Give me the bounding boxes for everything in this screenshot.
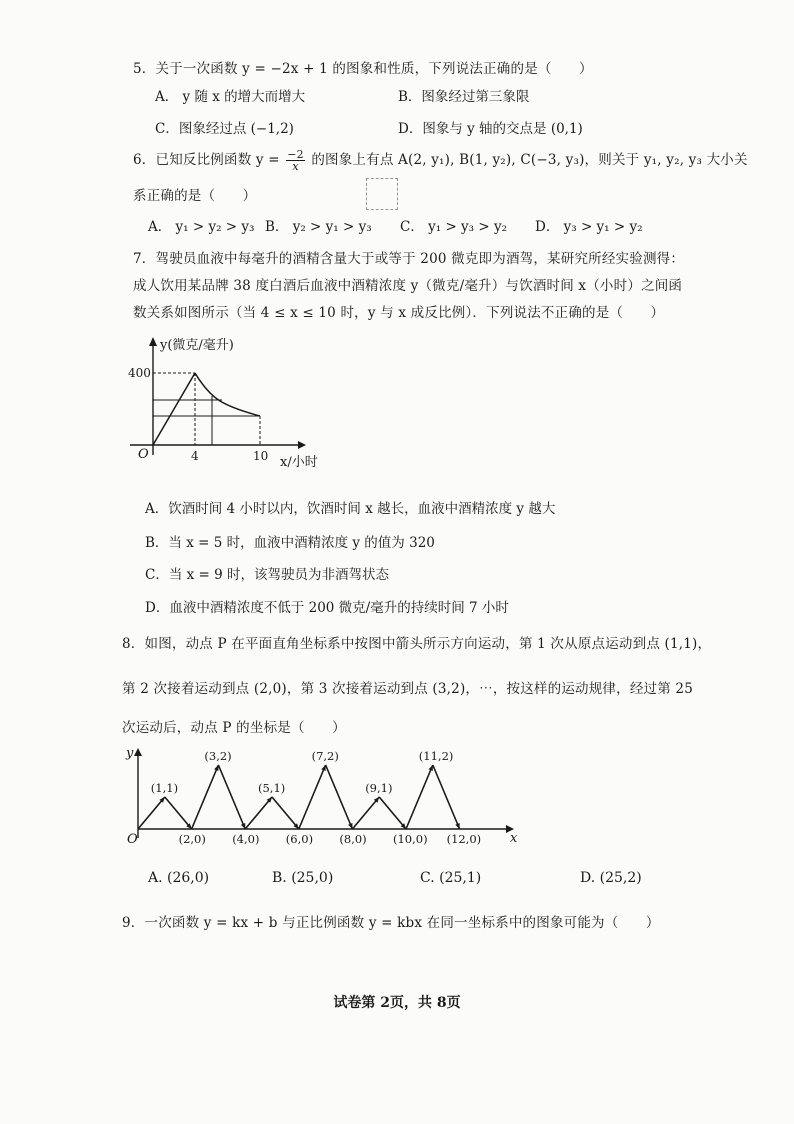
q8-base-label: (8,0) bbox=[339, 832, 367, 846]
q7-graph bbox=[120, 330, 350, 475]
q8-option-c[interactable]: C. (25,1) bbox=[420, 870, 482, 886]
q6-fraction bbox=[286, 149, 305, 172]
q8-move-segment bbox=[165, 797, 192, 829]
q8-peak-label: (5,1) bbox=[258, 781, 286, 795]
q8-line3: 次运动后，动点 P 的坐标是（ ） bbox=[122, 720, 346, 736]
q5-option-c[interactable]: C．图象经过点 (−1,2) bbox=[155, 121, 294, 137]
q8-base-label: (10,0) bbox=[393, 832, 428, 846]
q7-option-d[interactable]: D．血液中酒精浓度不低于 200 微克/毫升的持续时间 7 小时 bbox=[145, 600, 509, 616]
q6-option-d[interactable]: D． y₃ > y₁ > y₂ bbox=[535, 219, 643, 235]
q7-inverse-curve bbox=[195, 373, 260, 416]
q8-move-segment bbox=[192, 765, 219, 829]
q8-base-label: (12,0) bbox=[446, 832, 482, 846]
q8-option-d[interactable]: D. (25,2) bbox=[580, 870, 642, 886]
q5-option-b[interactable]: B．图象经过第三象限 bbox=[398, 89, 530, 105]
q6-stem-line2: 系正确的是（ ） bbox=[133, 188, 257, 204]
q8-base-label: (2,0) bbox=[178, 832, 206, 846]
q7-line3: 数关系如图所示（当 4 ≤ x ≤ 10 时，y 与 x 成反比例）．下列说法不正确的是（ ） bbox=[133, 305, 665, 321]
q8-base-label: (4,0) bbox=[232, 832, 260, 846]
q8-move-segment bbox=[218, 765, 245, 829]
q7-line2: 成人饮用某品牌 38 度白酒后血液中酒精浓度 y（微克/毫升）与饮酒时间 x（小时）之间函 bbox=[133, 278, 683, 294]
q6-option-b[interactable]: B． y₂ > y₁ > y₃ bbox=[265, 219, 372, 235]
q5-option-d[interactable]: D．图象与 y 轴的交点是 (0,1) bbox=[398, 121, 583, 137]
q7-rise-segment bbox=[153, 373, 195, 445]
q8-peak-label: (1,1) bbox=[150, 781, 179, 795]
q8-move-segment bbox=[326, 765, 353, 829]
q6-stem-post: 的图象上有点 A(2, y₁), B(1, y₂), C(−3, y₃)，则关于 y₁, y₂, y₃ 大小关 bbox=[311, 152, 748, 168]
q8-line1: 8．如图，动点 P 在平面直角坐标系中按图中箭头所示方向运动，第 1 次从原点运动到点 (1,1)， bbox=[122, 636, 712, 652]
q8-move-segment bbox=[379, 797, 406, 829]
q8-peak-label: (7,2) bbox=[311, 749, 339, 763]
q8-y-arrow bbox=[134, 748, 142, 756]
q6-frac-den: x bbox=[292, 160, 299, 173]
q8-line2: 第 2 次接着运动到点 (2,0)，第 3 次接着运动到点 (3,2)，⋯，按这样的运动规律，经过第 25 bbox=[122, 681, 694, 697]
q8-origin: O bbox=[127, 832, 138, 847]
q8-base-label: (6,0) bbox=[285, 832, 314, 846]
q9-stem: 9．一次函数 y = kx + b 与正比例函数 y = kbx 在同一坐标系中的图象可能为（ ） bbox=[122, 915, 660, 931]
q6-stem-pre: 6．已知反比例函数 y = bbox=[133, 152, 280, 168]
q8-peak-labels bbox=[151, 749, 454, 795]
q7-line1: 7．驾驶员血液中每毫升的酒精含量大于或等于 200 微克即为酒驾，某研究所经实验测得： bbox=[133, 251, 685, 267]
q5-stem: 5．关于一次函数 y = −2x + 1 的图象和性质，下列说法正确的是（ ） bbox=[133, 61, 593, 77]
q8-zigzag-path bbox=[138, 765, 460, 829]
q6-option-a[interactable]: A． y₁ > y₂ > y₃ bbox=[148, 219, 255, 235]
q8-x-label: x bbox=[510, 831, 518, 846]
q6-option-c[interactable]: C． y₁ > y₃ > y₂ bbox=[400, 219, 508, 235]
q7-y-tick-400: 400 bbox=[128, 366, 151, 380]
q7-x-label: x/小时 bbox=[280, 455, 318, 470]
scan-mark bbox=[366, 178, 398, 210]
q8-move-segment bbox=[138, 797, 165, 829]
q8-move-segment bbox=[433, 765, 460, 829]
q8-graph bbox=[118, 742, 528, 854]
q5-option-a[interactable]: A． y 随 x 的增大而增大 bbox=[155, 89, 306, 105]
q7-x-tick-4: 4 bbox=[191, 449, 199, 463]
q8-move-segment bbox=[406, 765, 433, 829]
q8-move-segment bbox=[272, 797, 299, 829]
q8-base-labels bbox=[179, 832, 482, 846]
q7-option-a[interactable]: A．饮酒时间 4 小时以内，饮酒时间 x 越长，血液中酒精浓度 y 越大 bbox=[145, 501, 556, 517]
q8-peak-label: (11,2) bbox=[418, 749, 454, 763]
q7-option-c[interactable]: C．当 x = 9 时，该驾驶员为非酒驾状态 bbox=[145, 567, 390, 583]
q8-option-b[interactable]: B. (25,0) bbox=[272, 870, 334, 886]
q8-move-segment bbox=[299, 765, 326, 829]
q7-option-b[interactable]: B．当 x = 5 时，血液中酒精浓度 y 的值为 320 bbox=[145, 535, 435, 551]
q6-stem bbox=[133, 148, 748, 172]
q7-x-arrow bbox=[298, 441, 306, 449]
q7-y-label: y(微克/毫升) bbox=[160, 338, 234, 353]
q8-move-segment bbox=[245, 797, 272, 829]
q8-y-label: y bbox=[126, 746, 134, 761]
q6-frac-num: −2 bbox=[287, 148, 304, 161]
q7-y-arrow bbox=[149, 337, 157, 346]
q7-x-tick-10: 10 bbox=[253, 449, 269, 463]
q8-move-segment bbox=[352, 797, 379, 829]
q7-origin: O bbox=[138, 447, 149, 462]
q8-peak-label: (3,2) bbox=[204, 749, 232, 763]
q8-option-a[interactable]: A. (26,0) bbox=[148, 870, 210, 886]
page-footer: 试卷第 2页，共 8页 bbox=[333, 995, 461, 1011]
q8-peak-label: (9,1) bbox=[365, 781, 393, 795]
